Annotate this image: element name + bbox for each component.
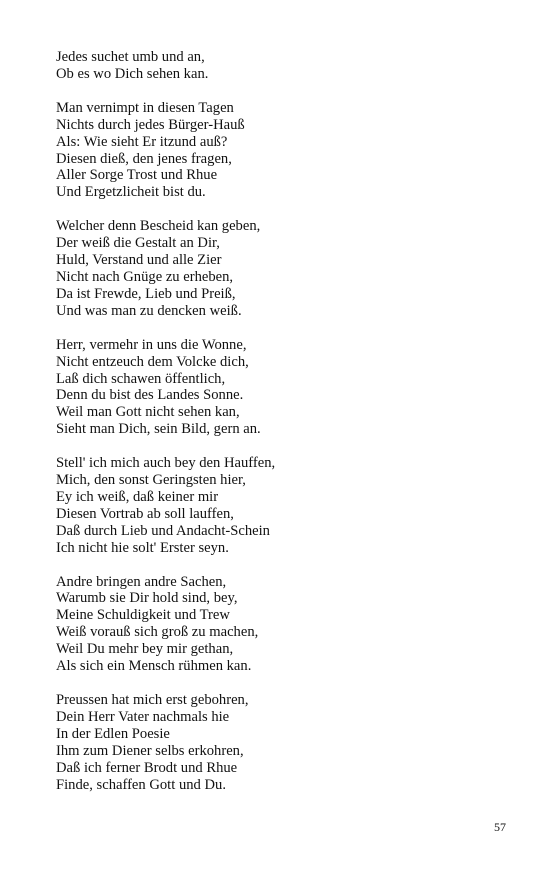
poem-line: Nicht nach Gnüge zu erheben, bbox=[56, 268, 234, 285]
poem-line: Nichts durch jedes Bürger-Hauß bbox=[56, 116, 245, 133]
poem-line: Huld, Verstand und alle Zier bbox=[56, 252, 222, 269]
poem-line: Der weiß die Gestalt an Dir, bbox=[56, 235, 220, 252]
poem-line: Ich nicht hie solt' Erster seyn. bbox=[56, 539, 229, 556]
poem-line: Und was man zu dencken weiß. bbox=[56, 302, 242, 319]
stanza bbox=[56, 692, 516, 793]
poem-line: Jedes suchet umb und an, bbox=[56, 49, 205, 65]
poem-line: Nicht entzeuch dem Volcke dich, bbox=[56, 353, 249, 370]
poem-line: Weil Du mehr bey mir gethan, bbox=[56, 641, 234, 658]
poem-line: Als: Wie sieht Er itzund auß? bbox=[56, 133, 228, 150]
stanza bbox=[56, 337, 516, 438]
poem-line: Ob es wo Dich sehen kan. bbox=[56, 65, 209, 82]
poem-line: Ey ich weiß, daß keiner mir bbox=[56, 488, 219, 505]
stanza bbox=[56, 49, 516, 83]
poem-line: Preussen hat mich erst gebohren, bbox=[56, 692, 249, 708]
stanza bbox=[56, 455, 516, 556]
poem-line: Herr, vermehr in uns die Wonne, bbox=[56, 336, 247, 353]
poem-line: Stell' ich mich auch bey den Hauffen, bbox=[56, 455, 276, 472]
poem-line: Andre bringen andre Sachen, bbox=[56, 573, 227, 590]
poem-line: Weil man Gott nicht sehen kan, bbox=[56, 404, 240, 421]
poem-line: Da ist Frewde, Lieb und Preiß, bbox=[56, 285, 236, 302]
poem-line: Sieht man Dich, sein Bild, gern an. bbox=[56, 421, 261, 438]
poem-line: Meine Schuldigkeit und Trew bbox=[56, 607, 230, 624]
poem-line: In der Edlen Poesie bbox=[56, 725, 170, 742]
stanza bbox=[56, 574, 516, 675]
poem bbox=[56, 49, 516, 810]
stanza bbox=[56, 100, 516, 201]
poem-line: Dein Herr Vater nachmals hie bbox=[56, 708, 230, 725]
poem-line: Weiß vorauß sich groß zu machen, bbox=[56, 624, 259, 641]
poem-line: Und Ergetzlicheit bist du. bbox=[56, 184, 206, 201]
poem-line: Daß ich ferner Brodt und Rhue bbox=[56, 759, 238, 776]
page-number: 57 bbox=[494, 820, 506, 834]
poem-line: Diesen dieß, den jenes fragen, bbox=[56, 150, 232, 167]
stanza bbox=[56, 218, 516, 319]
poem-line: Aller Sorge Trost und Rhue bbox=[56, 167, 218, 184]
poem-line: Finde, schaffen Gott und Du. bbox=[56, 776, 226, 793]
poem-line: Welcher denn Bescheid kan geben, bbox=[56, 218, 261, 235]
poem-line: Daß durch Lieb und Andacht-Schein bbox=[56, 522, 270, 539]
poem-line: Ihm zum Diener selbs erkohren, bbox=[56, 742, 244, 759]
poem-line: Als sich ein Mensch rühmen kan. bbox=[56, 658, 252, 675]
poem-line: Diesen Vortrab ab soll lauffen, bbox=[56, 505, 234, 522]
poem-line: Laß dich schawen öffentlich, bbox=[56, 370, 226, 387]
poem-line: Man vernimpt in diesen Tagen bbox=[56, 99, 234, 116]
poem-line: Warumb sie Dir hold sind, bey, bbox=[56, 590, 238, 607]
poem-line: Denn du bist des Landes Sonne. bbox=[56, 387, 244, 404]
poem-line: Mich, den sonst Geringsten hier, bbox=[56, 472, 246, 489]
